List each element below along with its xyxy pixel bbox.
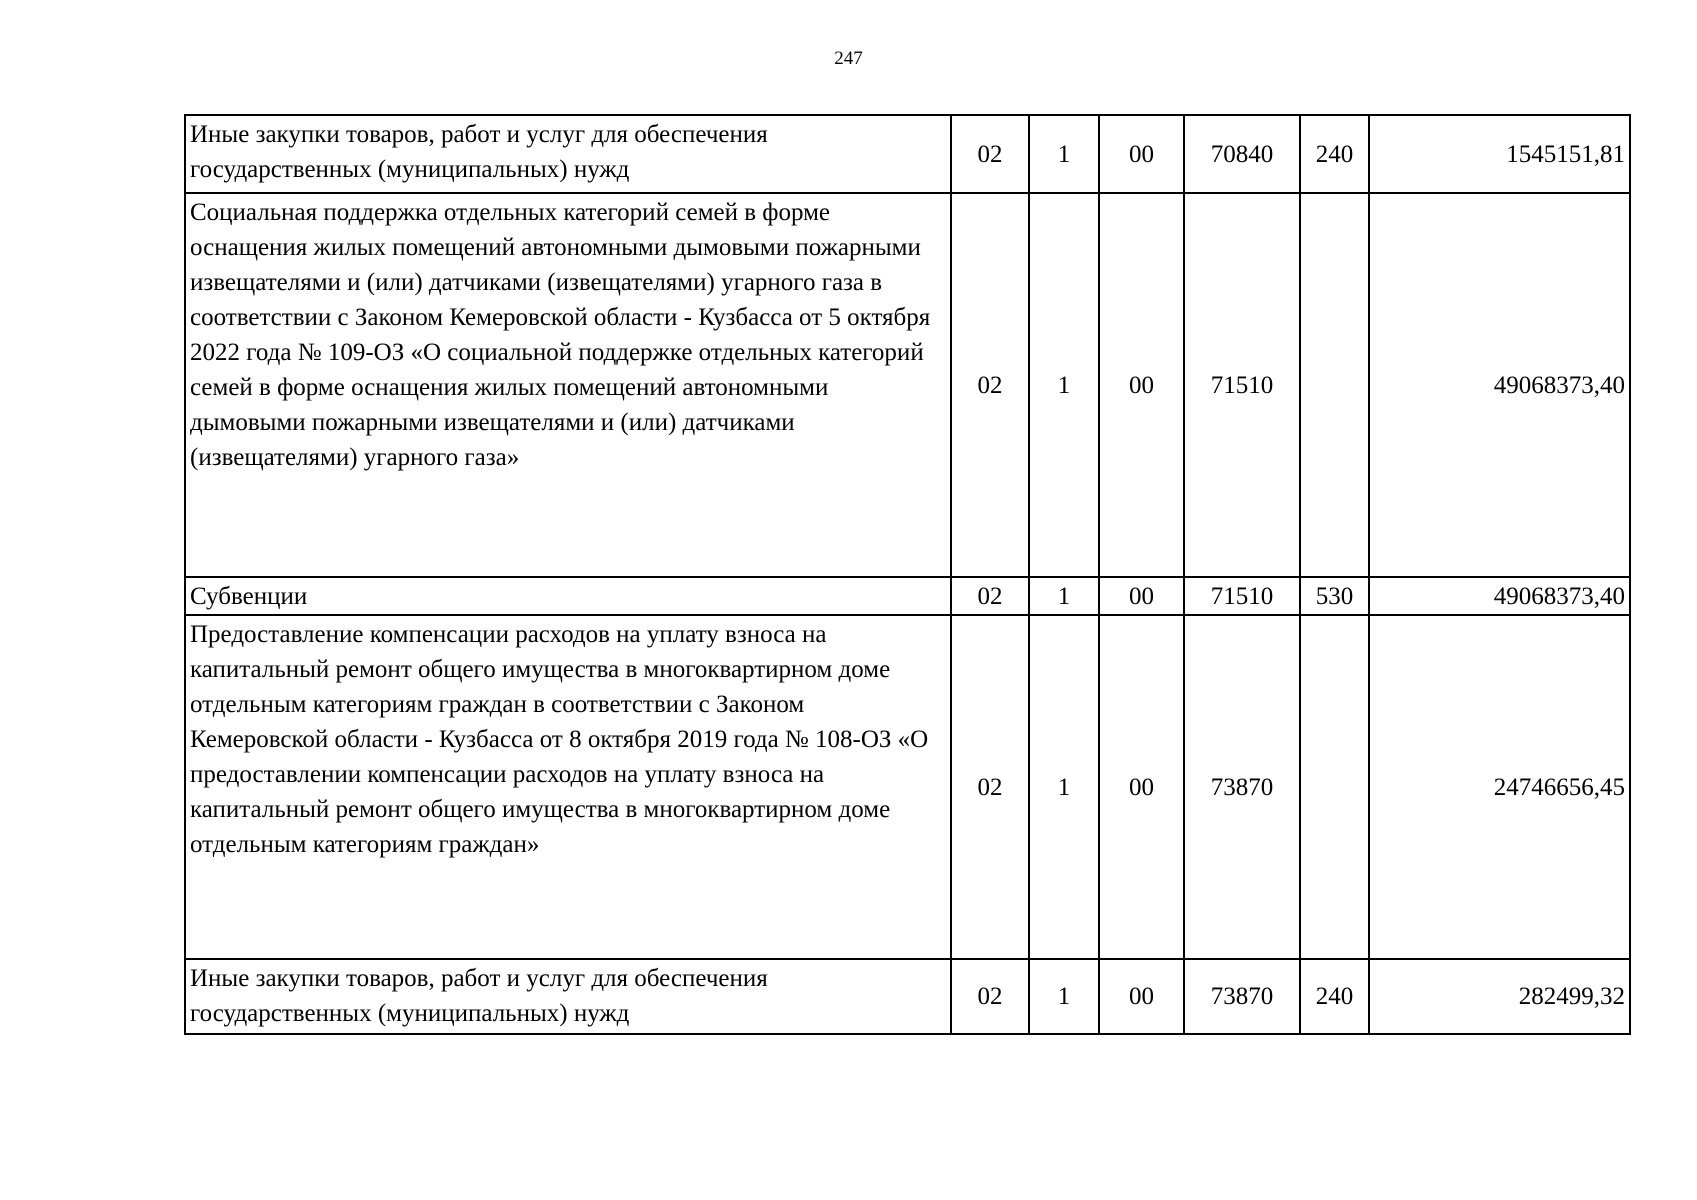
sum-cell: 24746656,45 (1369, 615, 1630, 959)
budget-table (184, 114, 1631, 1035)
row-name: Субвенции (185, 577, 951, 615)
row-name: Предоставление компенсации расходов на уплату взноса на капитальный ремонт общего имущества в многоквартирном доме отдельным категориям граждан в соответствии с Законом Кемеровской области - Кузбасса от 8 октября 2019 года № 108-ОЗ «О предоставлении компенсации расходов на уплату взноса на капитальный ремонт общего имущества в многоквартирном доме отдельным категориям граждан» (185, 615, 951, 959)
sum-cell: 49068373,40 (1369, 577, 1630, 615)
table-row (185, 959, 1630, 1034)
code-cell (1300, 615, 1369, 959)
code-cell: 71510 (1184, 193, 1300, 577)
page-number: 247 (834, 48, 863, 69)
row-name: Иные закупки товаров, работ и услуг для обеспечения государственных (муниципальных) нужд (185, 115, 951, 193)
code-cell: 02 (951, 615, 1029, 959)
row-name: Иные закупки товаров, работ и услуг для обеспечения государственных (муниципальных) нужд (185, 959, 951, 1034)
code-cell: 02 (951, 959, 1029, 1034)
code-cell: 1 (1029, 577, 1099, 615)
code-cell: 02 (951, 115, 1029, 193)
code-cell: 1 (1029, 193, 1099, 577)
sum-cell: 1545151,81 (1369, 115, 1630, 193)
code-cell: 00 (1099, 615, 1184, 959)
code-cell: 00 (1099, 193, 1184, 577)
code-cell: 240 (1300, 959, 1369, 1034)
sum-cell: 49068373,40 (1369, 193, 1630, 577)
code-cell: 73870 (1184, 959, 1300, 1034)
table-row (185, 577, 1630, 615)
code-cell (1300, 193, 1369, 577)
row-name: Социальная поддержка отдельных категорий семей в форме оснащения жилых помещений автономными дымовыми пожарными извещателями и (или) датчиками (извещателями) угарного газа в соответствии с Законом Кемеровской области - Кузбасса от 5 октября 2022 года № 109-ОЗ «О социальной поддержке отдельных категорий семей в форме оснащения жилых помещений автономными дымовыми пожарными извещателями и (или) датчиками (извещателями) угарного газа» (185, 193, 951, 577)
code-cell: 1 (1029, 615, 1099, 959)
code-cell: 240 (1300, 115, 1369, 193)
code-cell: 00 (1099, 959, 1184, 1034)
sum-cell: 282499,32 (1369, 959, 1630, 1034)
table-row (185, 115, 1630, 193)
code-cell: 1 (1029, 115, 1099, 193)
table-row (185, 193, 1630, 577)
code-cell: 1 (1029, 959, 1099, 1034)
code-cell: 00 (1099, 115, 1184, 193)
code-cell: 00 (1099, 577, 1184, 615)
code-cell: 70840 (1184, 115, 1300, 193)
code-cell: 530 (1300, 577, 1369, 615)
code-cell: 02 (951, 193, 1029, 577)
code-cell: 71510 (1184, 577, 1300, 615)
table-row (185, 615, 1630, 959)
code-cell: 02 (951, 577, 1029, 615)
code-cell: 73870 (1184, 615, 1300, 959)
